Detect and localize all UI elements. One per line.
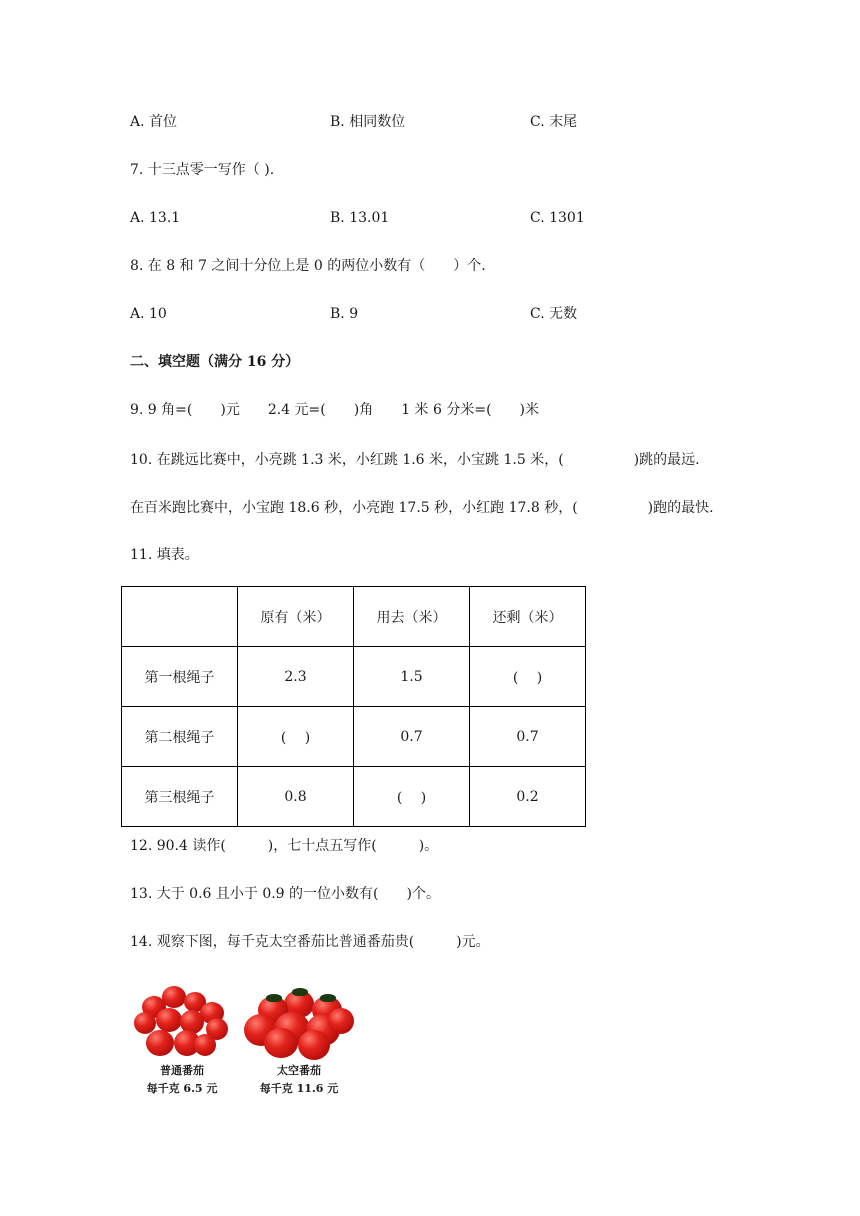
table-row [122,767,586,827]
q8-option-b: B. 9 [330,306,359,322]
q6-option-b: B. 相同数位 [330,114,406,130]
table-cell: 0.2 [470,767,586,827]
table-row [122,707,586,767]
table-cell: 第一根绳子 [122,647,238,707]
q11-stem: 11. 填表。 [130,547,199,563]
table-header-cell: 原有（米） [238,587,354,647]
table-cell: ( ) [354,767,470,827]
q7-option-c: C. 1301 [530,210,585,226]
q10-line2: 在百米跑比赛中，小宝跑 18.6 秒，小亮跑 17.5 秒，小红跑 17.8 秒，( )跑的最快. [130,500,714,516]
q8-stem: 8. 在 8 和 7 之间十分位上是 0 的两位小数有（ ）个. [130,258,486,274]
table-header-cell [122,587,238,647]
table-cell: 2.3 [238,647,354,707]
table-header-cell: 用去（米） [354,587,470,647]
table-cell: 1.5 [354,647,470,707]
table-cell: 0.8 [238,767,354,827]
space-tomato-image [244,988,354,1060]
table-cell: 第二根绳子 [122,707,238,767]
table-cell: ( ) [238,707,354,767]
section-title: 二、填空题（满分 16 分） [130,354,300,370]
q12-text: 12. 90.4 读作( )，七十点五写作( )。 [130,838,439,854]
table-header-cell: 还剩（米） [470,587,586,647]
table-cell: 0.7 [470,707,586,767]
table-cell: ( ) [470,647,586,707]
q7-option-a: A. 13.1 [130,210,181,226]
normal-tomato-price: 每千克 6.5 元 [146,1082,218,1095]
table-cell: 第三根绳子 [122,767,238,827]
q6-option-c: C. 末尾 [530,114,578,130]
normal-tomato-name: 普通番茄 [160,1064,204,1077]
table-cell: 0.7 [354,707,470,767]
q9-text: 9. 9 角=( )元 2.4 元=( )角 1 米 6 分米=( )米 [130,402,540,418]
q8-option-a: A. 10 [130,306,167,322]
q7-option-b: B. 13.01 [330,210,390,226]
q13-text: 13. 大于 0.6 且小于 0.9 的一位小数有( )个。 [130,886,440,902]
q14-text: 14. 观察下图，每千克太空番茄比普通番茄贵( )元。 [130,934,490,950]
q7-stem: 7. 十三点零一写作（ ). [130,162,275,178]
q6-option-a: A. 首位 [130,114,178,130]
space-tomato-name: 太空番茄 [277,1064,321,1077]
q8-option-c: C. 无数 [530,306,578,322]
q10-line1: 10. 在跳远比赛中，小亮跳 1.3 米，小红跳 1.6 米，小宝跳 1.5 米，( )跳的最远. [130,452,700,468]
space-tomato-price: 每千克 11.6 元 [259,1082,339,1095]
table-header-row [122,587,586,647]
normal-tomato-image [134,986,230,1060]
table-row [122,647,586,707]
fill-table [121,586,586,827]
